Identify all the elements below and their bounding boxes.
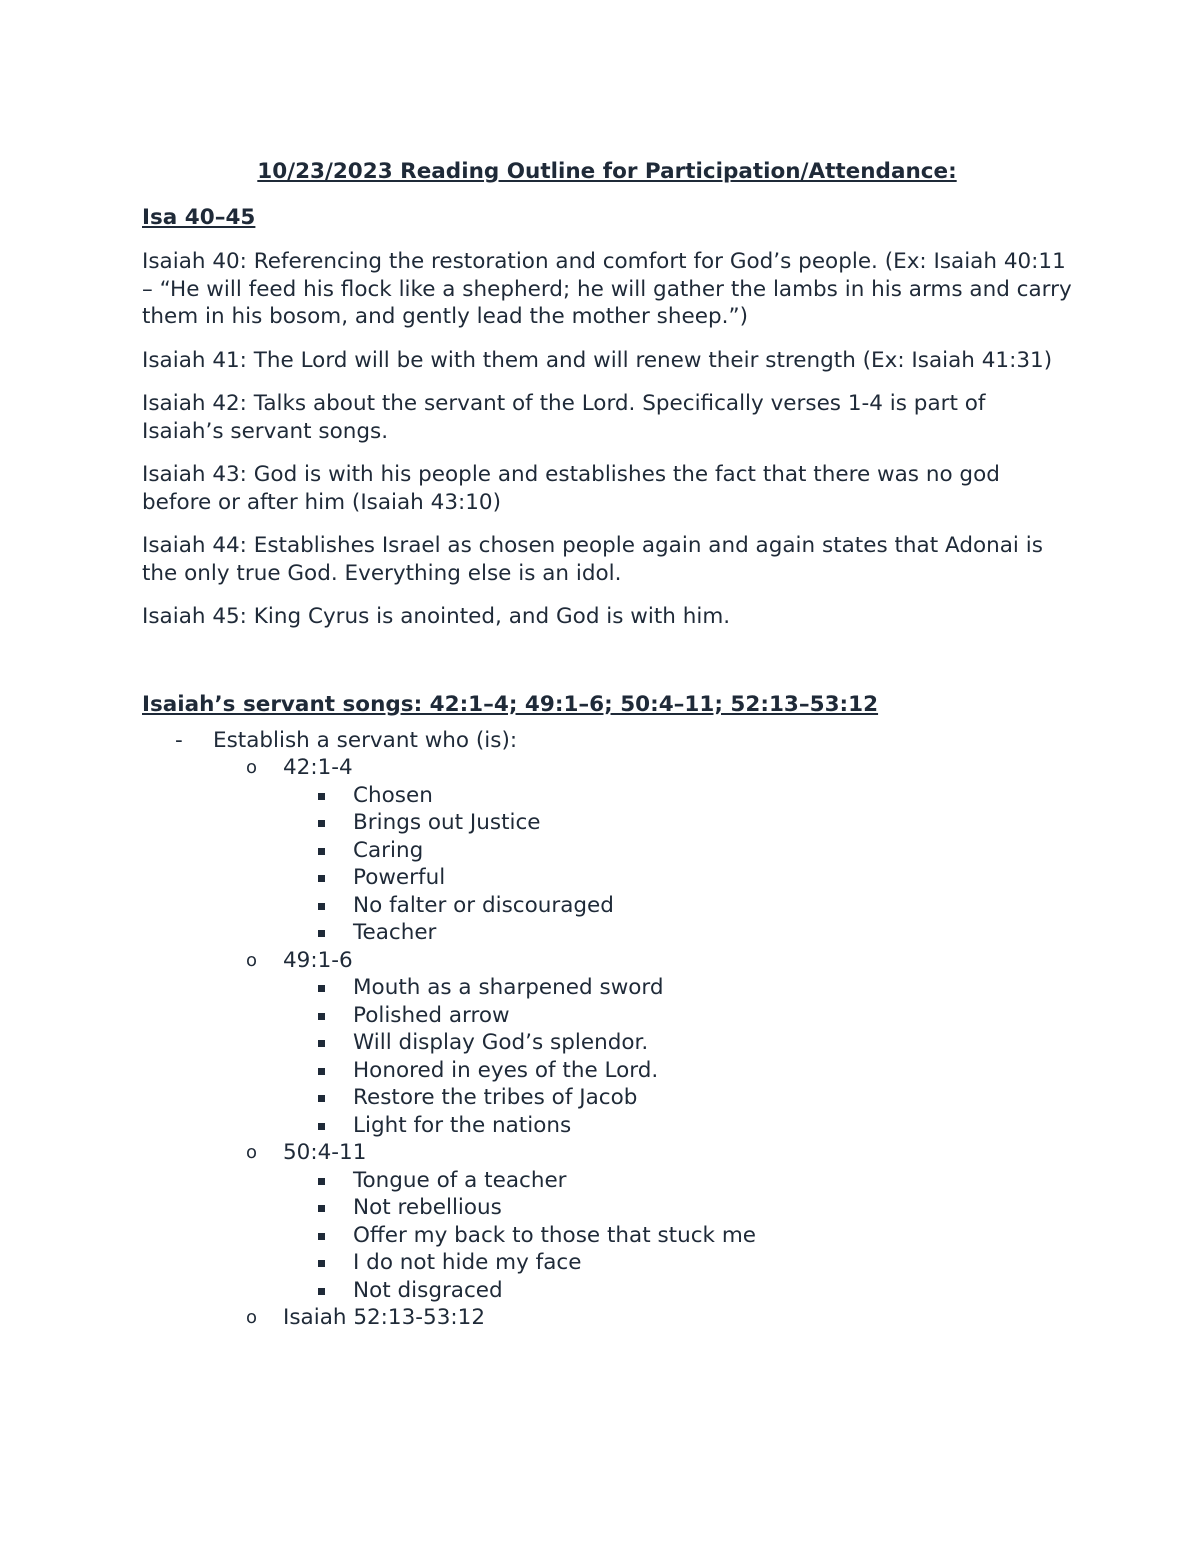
passage-label: Isaiah 52:13-53:12 bbox=[283, 1305, 486, 1330]
square-bullet-icon bbox=[318, 930, 325, 937]
square-bullet-icon bbox=[318, 1095, 325, 1102]
outline-item bbox=[142, 727, 1072, 1332]
paragraph-isaiah-42: Isaiah 42: Talks about the servant of the Lord. Specifically verses 1-4 is part of Isaiah’s servant songs. bbox=[142, 391, 986, 444]
dash-marker: - bbox=[175, 727, 183, 753]
square-bullet-icon bbox=[318, 1068, 325, 1075]
square-bullet-icon bbox=[318, 903, 325, 910]
trait-list bbox=[283, 974, 1072, 1139]
square-bullet-icon bbox=[318, 985, 325, 992]
passage-label: 50:4-11 bbox=[283, 1140, 367, 1165]
trait-item bbox=[283, 892, 1072, 920]
square-bullet-icon bbox=[318, 1233, 325, 1240]
trait-text: I do not hide my face bbox=[353, 1250, 582, 1275]
passage-group bbox=[213, 947, 1072, 1140]
trait-text: Offer my back to those that stuck me bbox=[353, 1222, 756, 1248]
square-bullet-icon bbox=[318, 1040, 325, 1047]
trait-item bbox=[283, 1249, 1072, 1277]
circle-marker: o bbox=[246, 1307, 258, 1328]
trait-item bbox=[283, 1167, 1072, 1195]
paragraph-isaiah-45: Isaiah 45: King Cyrus is anointed, and God is with him. bbox=[142, 604, 731, 629]
circle-marker: o bbox=[246, 949, 258, 971]
trait-item bbox=[283, 809, 1072, 837]
square-bullet-icon bbox=[318, 848, 325, 855]
square-bullet-icon bbox=[318, 1260, 325, 1267]
trait-list bbox=[283, 782, 1072, 947]
servant-outline bbox=[142, 727, 1072, 1332]
trait-item bbox=[283, 1222, 1072, 1250]
trait-item bbox=[283, 864, 1072, 892]
trait-item bbox=[283, 919, 1072, 947]
passage-group bbox=[213, 1139, 1072, 1304]
document-title: 10/23/2023 Reading Outline for Participation/Attendance: bbox=[257, 159, 957, 184]
trait-text: Caring bbox=[353, 837, 424, 863]
trait-item bbox=[283, 782, 1072, 810]
passage-list bbox=[213, 754, 1072, 1332]
paragraph-isaiah-44: Isaiah 44: Establishes Israel as chosen people again and again states that Adonai is the only true God. Everything else is an idol. bbox=[142, 533, 1043, 586]
trait-text: Polished arrow bbox=[353, 1002, 510, 1028]
trait-text: Restore the tribes of Jacob bbox=[353, 1085, 638, 1110]
square-bullet-icon bbox=[318, 1123, 325, 1130]
outline-item-text: Establish a servant who (is): bbox=[213, 727, 518, 753]
passage-group bbox=[213, 1304, 1072, 1332]
trait-text: Light for the nations bbox=[353, 1112, 572, 1138]
trait-item bbox=[283, 1057, 1072, 1085]
document-page bbox=[142, 158, 1072, 1332]
circle-marker: o bbox=[246, 757, 258, 778]
square-bullet-icon bbox=[318, 1288, 325, 1295]
trait-text: Not disgraced bbox=[353, 1277, 503, 1303]
trait-item bbox=[283, 1029, 1072, 1057]
trait-text: No falter or discouraged bbox=[353, 892, 614, 918]
square-bullet-icon bbox=[318, 1205, 325, 1212]
trait-item bbox=[283, 1084, 1072, 1112]
square-bullet-icon bbox=[318, 1178, 325, 1185]
trait-list bbox=[283, 1167, 1072, 1305]
trait-text: Chosen bbox=[353, 782, 433, 808]
trait-item bbox=[283, 1194, 1072, 1222]
trait-item bbox=[283, 837, 1072, 865]
square-bullet-icon bbox=[318, 820, 325, 827]
trait-text: Not rebellious bbox=[353, 1195, 502, 1220]
trait-text: Will display God’s splendor. bbox=[353, 1030, 649, 1055]
trait-text: Mouth as a sharpened sword bbox=[353, 975, 664, 1000]
trait-text: Tongue of a teacher bbox=[353, 1167, 567, 1193]
trait-item bbox=[283, 1277, 1072, 1305]
trait-text: Brings out Justice bbox=[353, 810, 541, 835]
passage-group bbox=[213, 754, 1072, 947]
trait-item bbox=[283, 1002, 1072, 1030]
square-bullet-icon bbox=[318, 875, 325, 882]
circle-marker: o bbox=[246, 1142, 258, 1163]
passage-label: 42:1-4 bbox=[283, 755, 353, 780]
paragraph-isaiah-40: Isaiah 40: Referencing the restoration and comfort for God’s people. (Ex: Isaiah 40:11 – “He will feed his flock like a shepherd; he will gather the lambs in his arms and carry them in his bosom, and gently lead the mother sheep.”) bbox=[142, 249, 1072, 329]
section-heading-servant-songs: Isaiah’s servant songs: 42:1–4; 49:1–6; 50:4–11; 52:13–53:12 bbox=[142, 691, 879, 717]
trait-text: Teacher bbox=[353, 920, 437, 945]
trait-item bbox=[283, 1112, 1072, 1140]
trait-text: Powerful bbox=[353, 865, 446, 890]
trait-item bbox=[283, 974, 1072, 1002]
square-bullet-icon bbox=[318, 793, 325, 800]
section-heading-isa-40-45: Isa 40–45 bbox=[142, 205, 256, 230]
passage-label: 49:1-6 bbox=[283, 947, 353, 973]
paragraph-isaiah-43: Isaiah 43: God is with his people and establishes the fact that there was no god before or after him (Isaiah 43:10) bbox=[142, 462, 1000, 515]
square-bullet-icon bbox=[318, 1013, 325, 1020]
trait-text: Honored in eyes of the Lord. bbox=[353, 1057, 659, 1083]
paragraph-isaiah-41: Isaiah 41: The Lord will be with them and will renew their strength (Ex: Isaiah 41:31) bbox=[142, 347, 1053, 373]
